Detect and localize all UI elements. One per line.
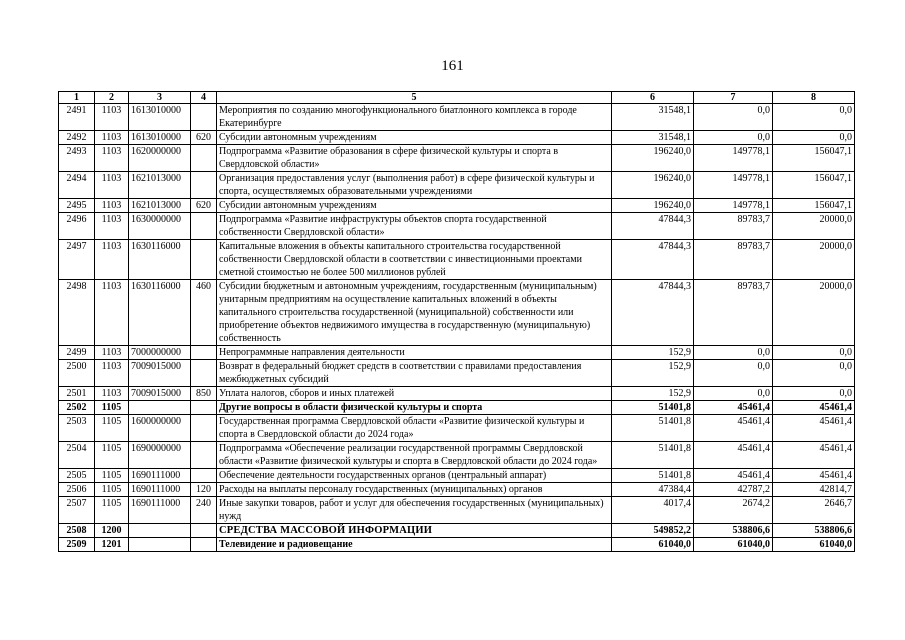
target-article-code <box>129 401 191 415</box>
section-code: 1105 <box>95 401 129 415</box>
table-row <box>59 240 855 280</box>
amount-col-6: 47844,3 <box>612 280 694 346</box>
amount-col-7: 89783,7 <box>694 240 773 280</box>
target-article-code: 1690000000 <box>129 442 191 469</box>
amount-col-6: 51401,8 <box>612 469 694 483</box>
amount-col-7: 0,0 <box>694 387 773 401</box>
table-row <box>59 497 855 524</box>
table-row <box>59 104 855 131</box>
expense-type-code <box>191 346 217 360</box>
table-row <box>59 346 855 360</box>
table-row <box>59 469 855 483</box>
expense-type-code <box>191 415 217 442</box>
section-code: 1103 <box>95 240 129 280</box>
target-article-code: 1630116000 <box>129 240 191 280</box>
table-row <box>59 213 855 240</box>
target-article-code: 7009015000 <box>129 387 191 401</box>
amount-col-6: 61040,0 <box>612 538 694 552</box>
item-name: Подпрограмма «Обеспечение реализации государственной программы Свердловской области «Развитие физической культуры и спорта в Свердловской области до 2024 года» <box>217 442 612 469</box>
row-number: 2505 <box>59 469 95 483</box>
section-code: 1105 <box>95 415 129 442</box>
target-article-code: 1690111000 <box>129 469 191 483</box>
column-header-2: 2 <box>95 92 129 104</box>
table-row <box>59 538 855 552</box>
amount-col-8: 538806,6 <box>773 524 855 538</box>
target-article-code: 1630000000 <box>129 213 191 240</box>
section-code: 1105 <box>95 469 129 483</box>
amount-col-8: 0,0 <box>773 104 855 131</box>
row-number: 2504 <box>59 442 95 469</box>
amount-col-7: 45461,4 <box>694 442 773 469</box>
row-number: 2507 <box>59 497 95 524</box>
target-article-code: 7009015000 <box>129 360 191 387</box>
table-row <box>59 524 855 538</box>
expense-type-code <box>191 213 217 240</box>
item-name: Уплата налогов, сборов и иных платежей <box>217 387 612 401</box>
table-row <box>59 172 855 199</box>
row-number: 2496 <box>59 213 95 240</box>
expense-type-code <box>191 104 217 131</box>
row-number: 2499 <box>59 346 95 360</box>
amount-col-8: 156047,1 <box>773 145 855 172</box>
item-name: Непрограммные направления деятельности <box>217 346 612 360</box>
amount-col-6: 152,9 <box>612 360 694 387</box>
expense-type-code <box>191 360 217 387</box>
amount-col-6: 47844,3 <box>612 240 694 280</box>
item-name: Подпрограмма «Развитие инфраструктуры объектов спорта государственной собственности Свердловской области» <box>217 213 612 240</box>
table-row <box>59 442 855 469</box>
column-header-7: 7 <box>694 92 773 104</box>
row-number: 2497 <box>59 240 95 280</box>
table-row <box>59 131 855 145</box>
amount-col-7: 61040,0 <box>694 538 773 552</box>
table-row <box>59 483 855 497</box>
amount-col-8: 2646,7 <box>773 497 855 524</box>
table-row <box>59 387 855 401</box>
column-header-5: 5 <box>217 92 612 104</box>
amount-col-8: 156047,1 <box>773 172 855 199</box>
amount-col-6: 47844,3 <box>612 213 694 240</box>
amount-col-7: 42787,2 <box>694 483 773 497</box>
expense-type-code <box>191 442 217 469</box>
amount-col-7: 538806,6 <box>694 524 773 538</box>
amount-col-7: 45461,4 <box>694 401 773 415</box>
section-code: 1200 <box>95 524 129 538</box>
expense-type-code: 460 <box>191 280 217 346</box>
row-number: 2493 <box>59 145 95 172</box>
section-code: 1105 <box>95 442 129 469</box>
item-name: Субсидии автономным учреждениям <box>217 131 612 145</box>
column-header-4: 4 <box>191 92 217 104</box>
amount-col-6: 51401,8 <box>612 401 694 415</box>
amount-col-7: 0,0 <box>694 360 773 387</box>
row-number: 2509 <box>59 538 95 552</box>
target-article-code: 1690111000 <box>129 483 191 497</box>
amount-col-6: 196240,0 <box>612 199 694 213</box>
amount-col-8: 156047,1 <box>773 199 855 213</box>
expense-type-code <box>191 401 217 415</box>
expense-type-code <box>191 538 217 552</box>
row-number: 2498 <box>59 280 95 346</box>
item-name: Возврат в федеральный бюджет средств в соответствии с правилами предоставления межбюджетных субсидий <box>217 360 612 387</box>
section-code: 1103 <box>95 213 129 240</box>
section-code: 1103 <box>95 131 129 145</box>
target-article-code: 1613010000 <box>129 131 191 145</box>
expense-type-code <box>191 240 217 280</box>
row-number: 2503 <box>59 415 95 442</box>
target-article-code: 1690111000 <box>129 497 191 524</box>
target-article-code: 1600000000 <box>129 415 191 442</box>
item-name: Подпрограмма «Развитие образования в сфере физической культуры и спорта в Свердловской области» <box>217 145 612 172</box>
row-number: 2500 <box>59 360 95 387</box>
section-code: 1103 <box>95 387 129 401</box>
amount-col-8: 0,0 <box>773 360 855 387</box>
amount-col-6: 4017,4 <box>612 497 694 524</box>
amount-col-6: 31548,1 <box>612 104 694 131</box>
section-code: 1105 <box>95 483 129 497</box>
row-number: 2506 <box>59 483 95 497</box>
amount-col-7: 0,0 <box>694 346 773 360</box>
item-name: Капитальные вложения в объекты капитального строительства государственной собственности Свердловской области в соответствии с инвестиционными проектами сметной стоимостью не более 500 миллионов рублей <box>217 240 612 280</box>
target-article-code: 1621013000 <box>129 199 191 213</box>
item-name: Мероприятия по созданию многофункционального биатлонного комплекса в городе Екатеринбурге <box>217 104 612 131</box>
target-article-code <box>129 538 191 552</box>
table-row <box>59 360 855 387</box>
expense-type-code <box>191 145 217 172</box>
expense-type-code: 120 <box>191 483 217 497</box>
target-article-code: 1621013000 <box>129 172 191 199</box>
amount-col-6: 196240,0 <box>612 145 694 172</box>
amount-col-6: 31548,1 <box>612 131 694 145</box>
amount-col-8: 45461,4 <box>773 442 855 469</box>
amount-col-6: 549852,2 <box>612 524 694 538</box>
column-header-8: 8 <box>773 92 855 104</box>
amount-col-7: 149778,1 <box>694 199 773 213</box>
amount-col-8: 45461,4 <box>773 469 855 483</box>
amount-col-7: 149778,1 <box>694 172 773 199</box>
target-article-code: 1620000000 <box>129 145 191 172</box>
table-row <box>59 401 855 415</box>
amount-col-6: 51401,8 <box>612 415 694 442</box>
amount-col-8: 42814,7 <box>773 483 855 497</box>
item-name: Расходы на выплаты персоналу государственных (муниципальных) органов <box>217 483 612 497</box>
expense-type-code <box>191 469 217 483</box>
amount-col-8: 20000,0 <box>773 240 855 280</box>
amount-col-8: 0,0 <box>773 387 855 401</box>
amount-col-8: 45461,4 <box>773 415 855 442</box>
item-name: Обеспечение деятельности государственных органов (центральный аппарат) <box>217 469 612 483</box>
amount-col-7: 149778,1 <box>694 145 773 172</box>
expense-type-code <box>191 172 217 199</box>
item-name: Государственная программа Свердловской области «Развитие физической культуры и спорта в Свердловской области до 2024 года» <box>217 415 612 442</box>
section-code: 1103 <box>95 199 129 213</box>
budget-table <box>58 91 855 552</box>
amount-col-7: 0,0 <box>694 104 773 131</box>
amount-col-8: 20000,0 <box>773 213 855 240</box>
row-number: 2501 <box>59 387 95 401</box>
amount-col-7: 89783,7 <box>694 213 773 240</box>
item-name: Организация предоставления услуг (выполнения работ) в сфере физической культуры и спорта, осуществляемых образовательными учреждениями <box>217 172 612 199</box>
target-article-code: 1613010000 <box>129 104 191 131</box>
amount-col-7: 45461,4 <box>694 415 773 442</box>
column-header-1: 1 <box>59 92 95 104</box>
row-number: 2508 <box>59 524 95 538</box>
amount-col-6: 196240,0 <box>612 172 694 199</box>
item-name: Другие вопросы в области физической культуры и спорта <box>217 401 612 415</box>
amount-col-6: 152,9 <box>612 387 694 401</box>
section-code: 1201 <box>95 538 129 552</box>
section-code: 1103 <box>95 360 129 387</box>
amount-col-8: 0,0 <box>773 131 855 145</box>
expense-type-code: 850 <box>191 387 217 401</box>
section-code: 1103 <box>95 280 129 346</box>
row-number: 2492 <box>59 131 95 145</box>
table-row <box>59 145 855 172</box>
amount-col-7: 2674,2 <box>694 497 773 524</box>
row-number: 2491 <box>59 104 95 131</box>
column-header-6: 6 <box>612 92 694 104</box>
expense-type-code: 620 <box>191 131 217 145</box>
item-name: Субсидии бюджетным и автономным учреждениям, государственным (муниципальным) унитарным предприятиям на осуществление капитальных вложений в объекты капитального строительства государственной (муниципальной) собственности или приобретение объектов недвижимого имущества в государственную (муниципальную) собственность <box>217 280 612 346</box>
section-code: 1103 <box>95 104 129 131</box>
row-number: 2494 <box>59 172 95 199</box>
section-code: 1103 <box>95 145 129 172</box>
table-header-row <box>59 92 855 104</box>
item-name: СРЕДСТВА МАССОВОЙ ИНФОРМАЦИИ <box>217 524 612 538</box>
expense-type-code: 240 <box>191 497 217 524</box>
section-code: 1103 <box>95 172 129 199</box>
section-code: 1105 <box>95 497 129 524</box>
item-name: Телевидение и радиовещание <box>217 538 612 552</box>
target-article-code: 7000000000 <box>129 346 191 360</box>
amount-col-8: 0,0 <box>773 346 855 360</box>
amount-col-8: 45461,4 <box>773 401 855 415</box>
amount-col-6: 47384,4 <box>612 483 694 497</box>
table-row <box>59 280 855 346</box>
item-name: Субсидии автономным учреждениям <box>217 199 612 213</box>
target-article-code: 1630116000 <box>129 280 191 346</box>
expense-type-code <box>191 524 217 538</box>
amount-col-6: 51401,8 <box>612 442 694 469</box>
item-name: Иные закупки товаров, работ и услуг для обеспечения государственных (муниципальных) нужд <box>217 497 612 524</box>
amount-col-7: 45461,4 <box>694 469 773 483</box>
row-number: 2495 <box>59 199 95 213</box>
table-row <box>59 199 855 213</box>
expense-type-code: 620 <box>191 199 217 213</box>
amount-col-6: 152,9 <box>612 346 694 360</box>
row-number: 2502 <box>59 401 95 415</box>
amount-col-7: 0,0 <box>694 131 773 145</box>
column-header-3: 3 <box>129 92 191 104</box>
target-article-code <box>129 524 191 538</box>
table-body <box>59 104 855 552</box>
page-number: 161 <box>441 58 464 74</box>
amount-col-7: 89783,7 <box>694 280 773 346</box>
table-row <box>59 415 855 442</box>
section-code: 1103 <box>95 346 129 360</box>
amount-col-8: 61040,0 <box>773 538 855 552</box>
amount-col-8: 20000,0 <box>773 280 855 346</box>
